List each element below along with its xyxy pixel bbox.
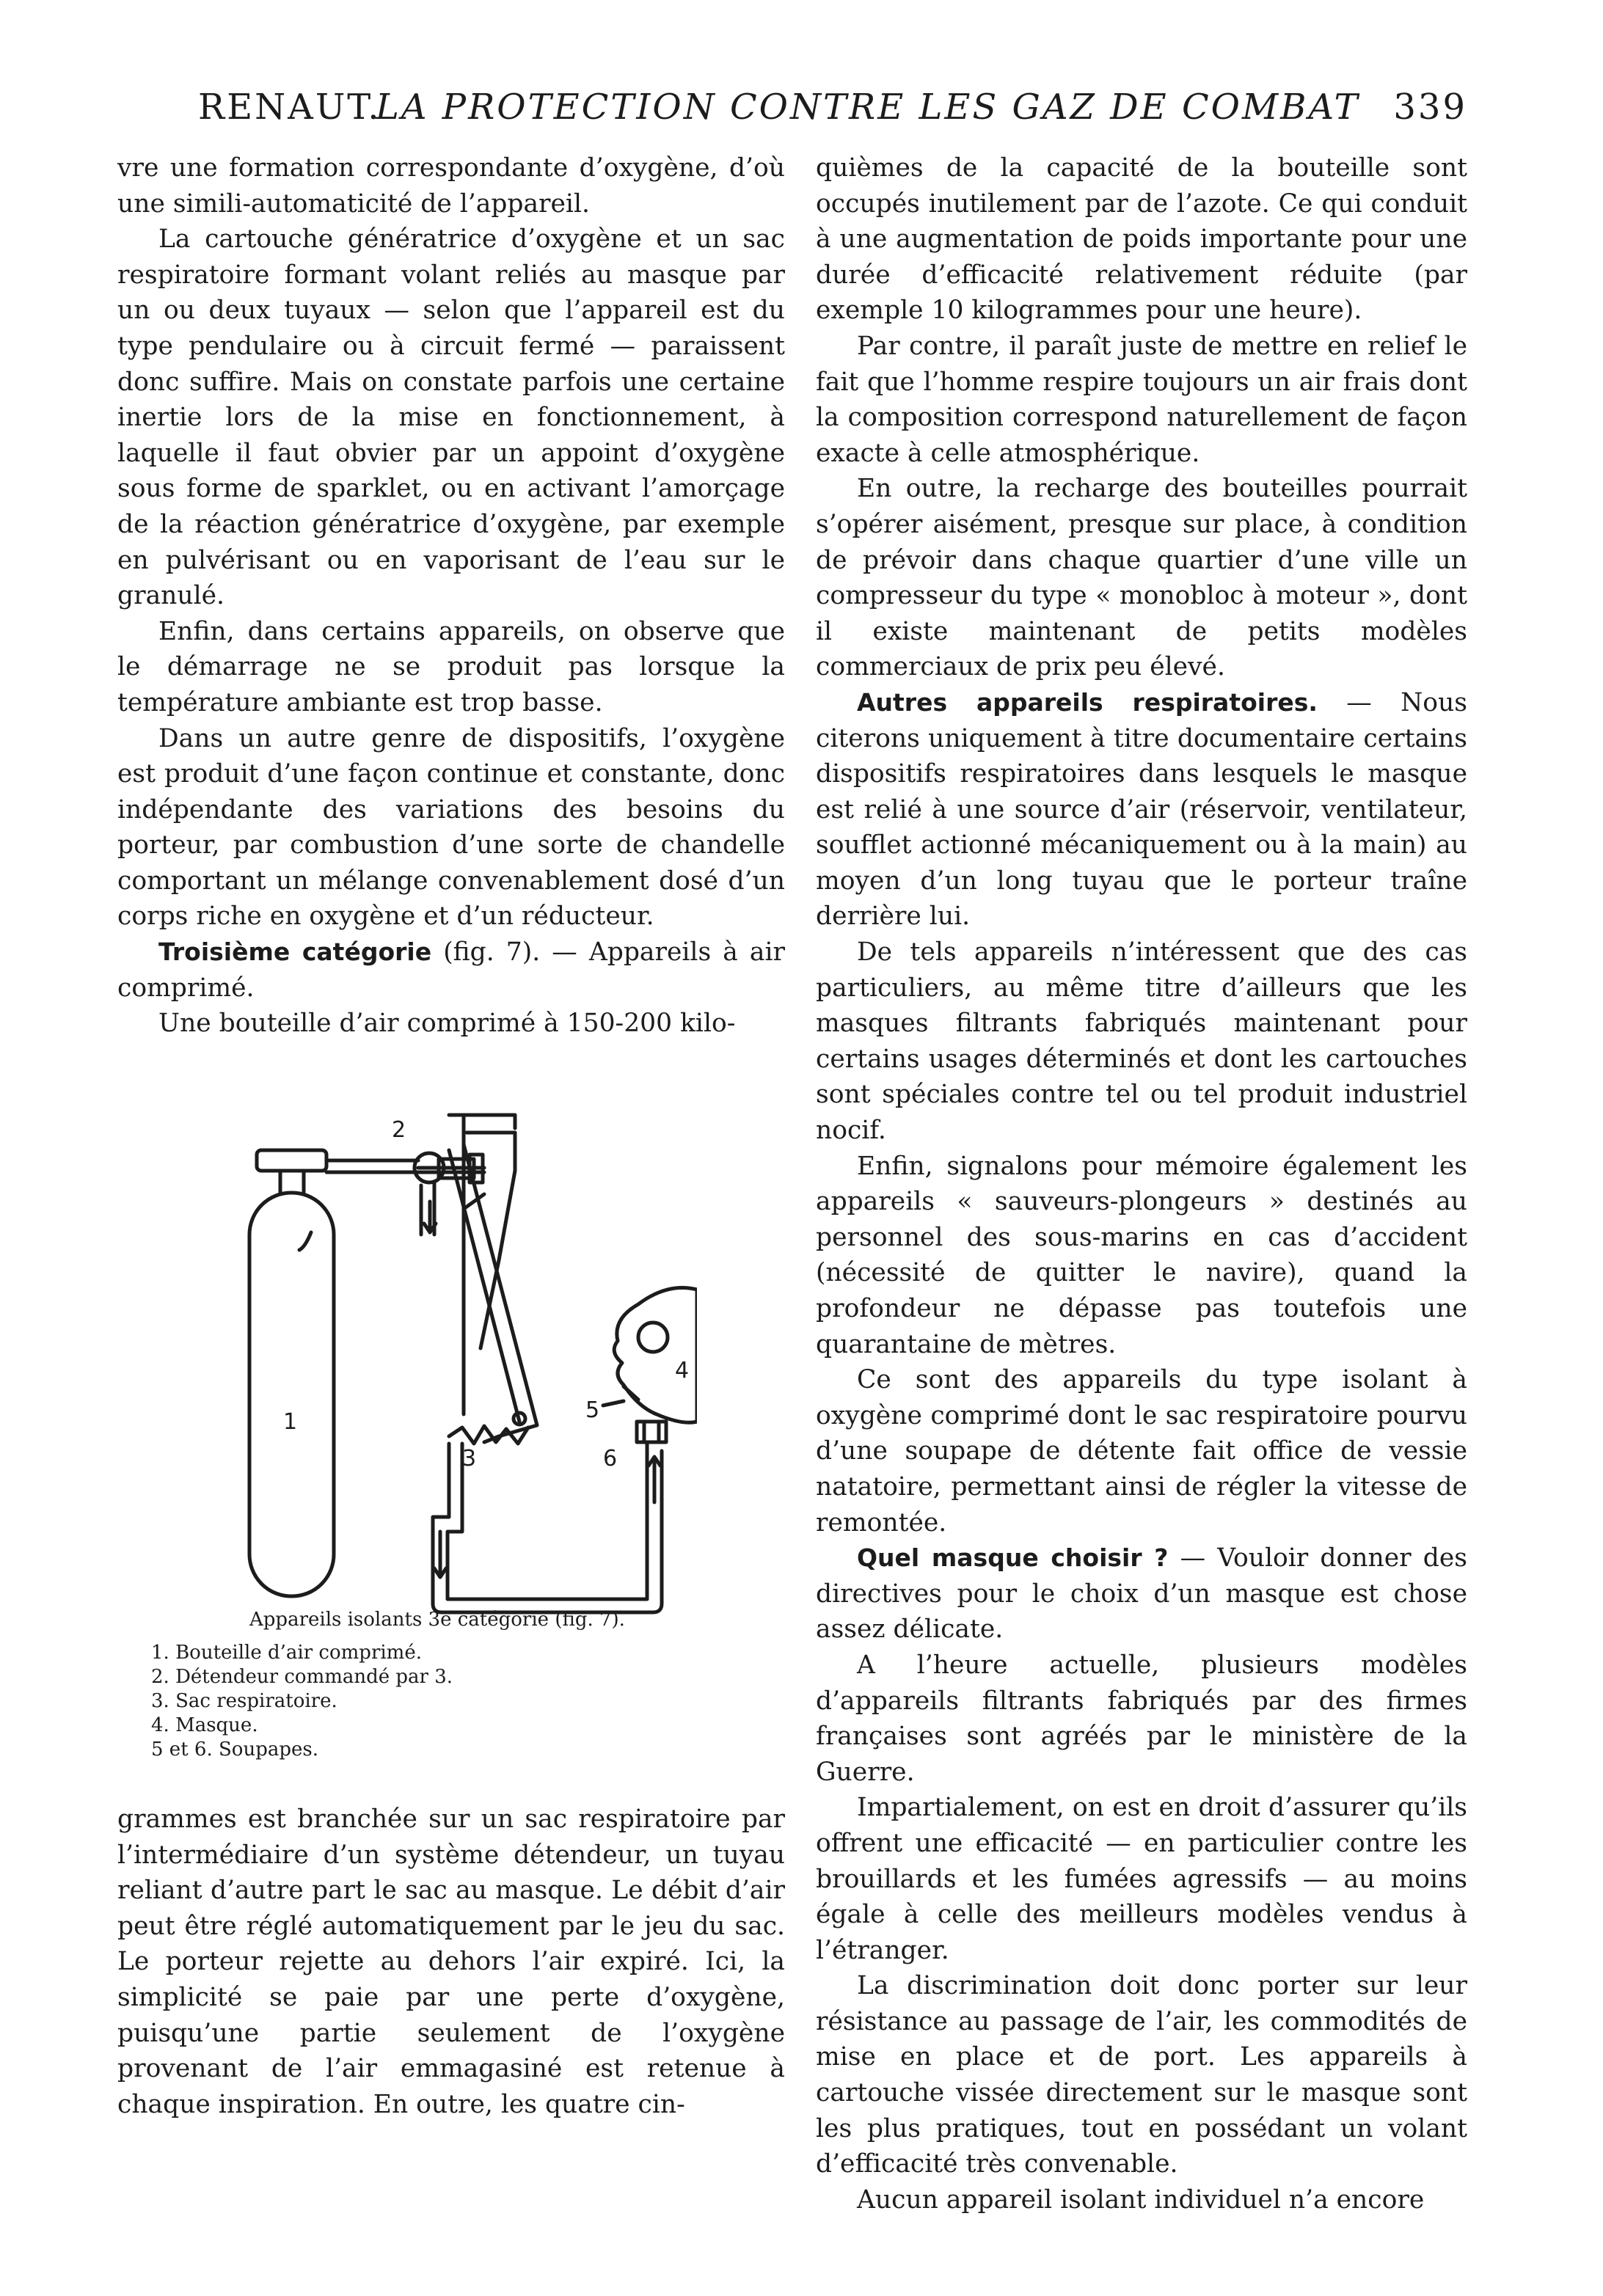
paragraph (117, 935, 785, 1006)
legend-item: 3. Sac respiratoire. (151, 1690, 337, 1712)
figure-7-diagram (242, 1099, 697, 1626)
paragraph: Aucun appareil isolant individuel n’a encore (857, 2185, 1425, 2215)
paragraph: grammes est branchée sur un sac respiratoire par l’intermédiaire d’un système détendeur, un tuyau reliant d’autre part le sac au masque. Le débit d’air peut être réglé automatiquement par le jeu du sac. Le porteur rejette au dehors l’air expiré. Ici, la simplicité se paie par une perte d’oxygène, puisqu’une partie seulement de l’oxygène provenant de l’air emmagasiné est retenue à chaque inspiration. En outre, les quatre cin- (117, 1805, 785, 2119)
label-2: 2 (392, 1117, 406, 1143)
section-heading: Troisième catégorie (158, 937, 432, 967)
legend-item: 4. Masque. (151, 1714, 258, 1736)
lower-left-column (117, 1802, 785, 2122)
paragraph: Par contre, il paraît juste de mettre en relief le fait que l’homme respire toujours un air frais dont la composition correspond naturellement de façon exacte à celle atmosphérique. (816, 331, 1467, 468)
air-bottle-shape (249, 1193, 334, 1596)
paragraph: Dans un autre genre de dispositifs, l’oxygène est produit d’une façon continue et constante, donc indépendante des variations des besoins du porteur, par combustion d’une sorte de chandelle comportant un mélange convenablement dosé d’un corps riche en oxygène et d’un réducteur. (117, 723, 785, 932)
label-3: 3 (462, 1446, 477, 1471)
paragraph-text: — Vouloir donner des directives pour le choix d’un masque est chose assez délicate. (816, 1543, 1467, 1645)
paragraph: En outre, la recharge des bouteilles pourrait s’opérer aisément, presque sur place, à condition de prévoir dans chaque quartier d’une ville un compresseur du type « monobloc à moteur », dont il existe maintenant de petits modèles commerciaux de prix peu élevé. (816, 474, 1467, 682)
figure-caption (147, 1608, 704, 1762)
respiratory-bag-edge-shape (464, 1144, 537, 1442)
paragraph: Enfin, dans certains appareils, on observe que le démarrage ne se produit pas lorsque la température ambiante est trop basse. (117, 616, 785, 717)
paragraph: La cartouche génératrice d’oxygène et un sac respiratoire formant volant reliés au masque par un ou deux tuyaux — selon que l’appareil est du type pendulaire ou à circuit fermé — paraissent donc suffire. Mais on constate parfois une certaine inertie lors de la mise en fonctionnement, à laquelle il faut obvier par un appoint d’oxygène sous forme de sparklet, ou en activant l’amorçage de la réaction génératrice d’oxygène, par exemple en pulvérisant ou en vaporisant de l’eau sur le granulé. (117, 224, 785, 611)
bottle-mark-shape (299, 1232, 311, 1250)
paragraph: A l’heure actuelle, plusieurs modèles d’appareils filtrants fabriqués par des firmes françaises sont agréés par le ministère de la Guerre. (816, 1650, 1467, 1787)
paragraph: La discrimination doit donc porter sur leur résistance au passage de l’air, les commodités de mise en place et de port. Les appareils à cartouche vissée directement sur le masque sont les plus pratiques, tout en possédant un volant d’efficacité très convenable. (816, 1971, 1467, 2179)
mask-eyepiece-shape (638, 1323, 668, 1352)
header-title: LA PROTECTION CONTRE LES GAZ DE COMBAT (376, 87, 1360, 128)
header-author: RENAUT. (198, 87, 381, 128)
apparatus-drawing (242, 1099, 697, 1626)
paragraph-text: — Nous citerons uniquement à titre documentaire certains dispositifs respiratoires dans lesquels le masque est relié à une source d’air (réservoir, ventilateur, soufflet actionné mécaniquement ou à la main) au moyen d’un long tuyau que le porteur traîne derrière lui. (816, 687, 1467, 932)
section-heading: Quel masque choisir ? (857, 1543, 1169, 1573)
caption-title: Appareils isolants 3e catégorie (fig. 7). (249, 1609, 625, 1631)
legend-item: 5 et 6. Soupapes. (151, 1739, 318, 1761)
paragraph: Ce sont des appareils du type isolant à oxygène comprimé dont le sac respiratoire pourvu d’une soupape de détente fait office de vessie natatoire, permettant ainsi de régler la vitesse de remontée. (816, 1365, 1467, 1538)
right-column (816, 150, 1467, 2218)
label-6: 6 (603, 1446, 618, 1471)
paragraph-text: (fig. 7). — Appareils à air comprimé. (117, 937, 786, 1003)
paragraph (816, 685, 1467, 935)
paragraph: Une bouteille d’air comprimé à 150-200 kilo- (158, 1009, 736, 1039)
paragraph: vre une formation correspondante d’oxygène, d’où une simili-automaticité de l’appareil. (117, 153, 785, 219)
label-4: 4 (675, 1358, 690, 1383)
paragraph (816, 1540, 1467, 1648)
valve-6-shape (637, 1422, 666, 1442)
legend-item: 1. Bouteille d’air comprimé. (151, 1642, 422, 1664)
paragraph: De tels appareils n’intéressent que des cas particuliers, au même titre d’ailleurs que les masques filtrants fabriqués maintenant pour certains usages déterminés et dont les cartouches sont spéciales contre tel ou tel produit industriel nocif. (816, 937, 1467, 1146)
running-header (198, 87, 1467, 138)
legend-item: 2. Détendeur commandé par 3. (151, 1666, 453, 1688)
page-number: 339 (1393, 87, 1467, 128)
mask-shape (614, 1288, 697, 1423)
label-5: 5 (585, 1397, 600, 1423)
paragraph: Enfin, signalons pour mémoire également les appareils « sauveurs-plongeurs » destinés au personnel des sous-marins en cas d’accident (nécessité de quitter le navire), quand la profondeur ne dépasse pas toutefois une quarantaine de mètres. (816, 1151, 1467, 1359)
bottle-valve-shape (257, 1150, 326, 1171)
paragraph: quièmes de la capacité de la bouteille sont occupés inutilement par de l’azote. Ce qui conduit à une augmentation de poids importante pour une durée d’efficacité relativement réduite (par exemple 10 kilogrammes pour une heure). (816, 153, 1467, 326)
left-column (117, 150, 785, 1042)
paragraph: Impartialement, on est en droit d’assurer qu’ils offrent une efficacité — en particulier contre les brouillards et les fumées agressifs — au moins égale à celle des meilleurs modèles vendus à l’étranger. (816, 1793, 1467, 1965)
label-1: 1 (283, 1409, 298, 1435)
bottle-neck-shape (280, 1171, 304, 1193)
section-heading: Autres appareils respiratoires. (857, 687, 1318, 717)
